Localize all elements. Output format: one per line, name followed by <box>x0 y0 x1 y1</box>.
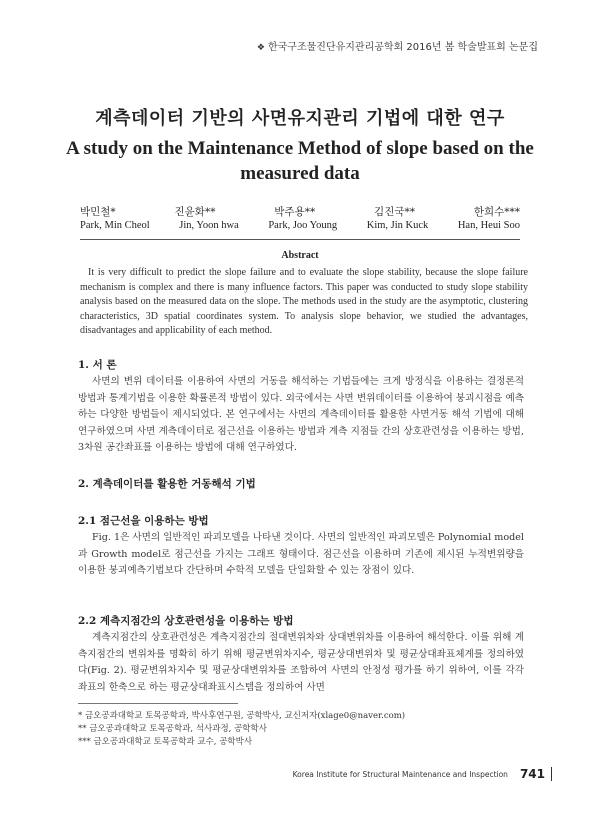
section-2-2-title: 2.2 계측지점간의 상호관련성을 이용하는 방법 <box>78 615 294 627</box>
running-header <box>257 38 538 53</box>
diamond-bullet-icon: ❖ <box>256 43 265 53</box>
author-en: Han, Heui Soo <box>457 220 520 231</box>
section-1-text: 사면의 변위 데이터를 이용하여 사면의 거동을 해석하는 기법들에는 크게 방정식을 이용하는 결정론적 방법과 통계기법을 이용한 확률론적 방법이 있다. 외국에서는 사면 변위데이터를 이용하여 붕괴시점을 예측하는 다양한 방법들이 제시되었다. 본 연구에서는 사면의 계측데이터를 활용한 사면거동 해석 기법에 대해 연구하였으며 사면 계측데이터로 점근선을 이용하는 방법과 계측 지점들 간의 상호관련성을 이용하는 방법, 3차원 공간좌표를 이용하는 방법에 대해 연구하였다. <box>78 376 524 453</box>
section-2-title: 2. 계측데이터를 활용한 거동해석 기법 <box>78 478 256 490</box>
section-2-1-title: 2.1 점근선을 이용하는 방법 <box>78 515 209 527</box>
footnote-divider <box>78 703 238 704</box>
section-1-title: 1. 서 론 <box>78 359 117 371</box>
footnote: * 금오공과대학교 토목공학과, 박사후연구원, 공학박사, 교신저자(xlage0@naver.com) <box>78 711 406 721</box>
footer-institute: Korea Institute for Structural Maintenance and Inspection <box>292 769 508 779</box>
author-ko: 박민철* <box>80 206 116 218</box>
author-block <box>80 204 520 236</box>
footnotes <box>78 710 405 749</box>
page-number: 741 <box>519 767 545 781</box>
title-english: A study on the Maintenance Method of slope based on the measured data <box>66 138 534 184</box>
author-en: Kim, Jin Kuck <box>366 220 429 231</box>
footer-divider <box>551 767 552 781</box>
footnote: ** 금오공과대학교 토목공학과, 석사과정, 공학학사 <box>78 724 267 734</box>
section-2-2-text: 계측지점간의 상호관련성은 계측지점간의 절대변위차와 상대변위차를 이용하여 해석한다. 이를 위해 계측지점간의 변위차를 명확히 하기 위해 평균변위차지수, 평균상대변위차 및 평균상대좌표체계를 정의하였다(Fig. 2). 평균변위차지수 및 평균상대변위차를 조합하여 사면의 안정성 평가를 하기 위하여, 이를 각각 좌표의 한축으로 하는 평균상대좌표시스템을 정의하여 사면 <box>78 632 524 693</box>
page-footer <box>293 767 552 781</box>
author-ko: 진윤화** <box>174 206 216 218</box>
divider <box>80 239 520 240</box>
abstract-text: It is very difficult to predict the slope failure and to evaluate the slope stability, because the slope failure mechanism is complex and there is many influence factors. This paper was conducted to study slope stability analysis based on the measured data on the slope. The methods used in the study are the asymptotic, clustering characteristics, 3D spatial coordinates system. To analysis slope behavior, we studied the advantages, disadvantages and applicability of each method. <box>80 267 528 336</box>
authors-english <box>80 220 520 236</box>
author-ko: 박주용** <box>274 206 316 218</box>
abstract-heading: Abstract <box>281 250 319 261</box>
author-ko: 김진국** <box>374 206 415 218</box>
author-en: Park, Min Cheol <box>80 220 150 231</box>
authors-korean <box>80 204 520 220</box>
author-en: Park, Joo Young <box>268 220 338 231</box>
section-2-1-text: Fig. 1은 사면의 일반적인 파괴모델을 나타낸 것이다. 사면의 일반적인 파괴모델은 Polynomial model과 Growth model로 점근선을 가지는 그래프 형태이다. 점근선을 이용하며 기존에 제시된 누적변위량을 이용한 붕괴예측기법보다 간단하며 수학적 모델을 단일화할 수 있는 장점이 있다. <box>78 532 524 576</box>
title-korean: 계측데이터 기반의 사면유지관리 기법에 대한 연구 <box>95 108 505 129</box>
footnote: *** 금오공과대학교 토목공학과 교수, 공학박사 <box>78 737 253 747</box>
author-en: Jin, Yoon hwa <box>179 220 239 231</box>
author-ko: 한희수*** <box>473 206 520 218</box>
header-text: 한국구조물진단유지관리공학회 2016년 봄 학술발표회 논문집 <box>267 42 538 53</box>
